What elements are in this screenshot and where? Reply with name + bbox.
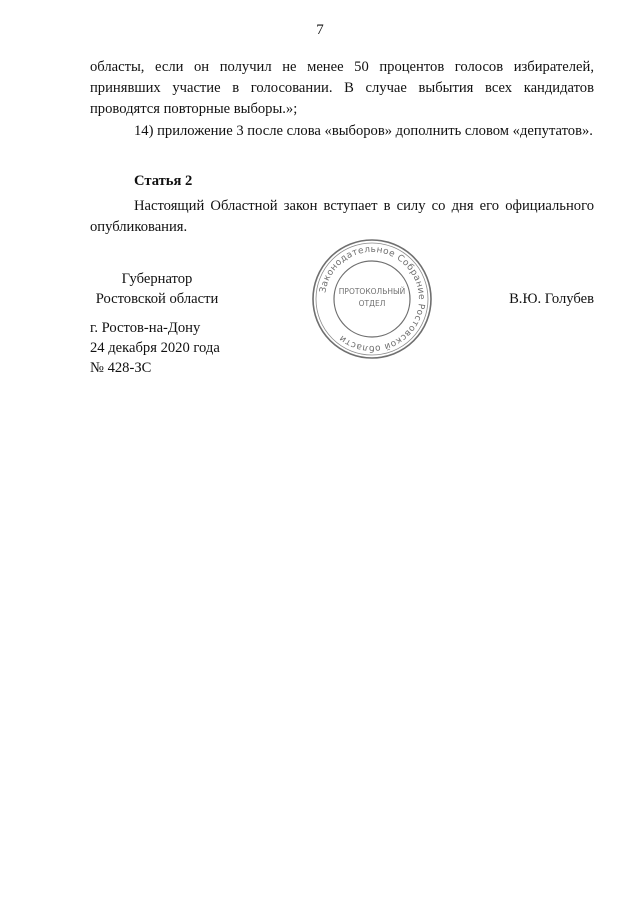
governor-title-line-2: Ростовской области xyxy=(95,291,219,307)
stamp-outer-text: Законодательное Собрание Ростовской области xyxy=(318,244,427,354)
place-date-block xyxy=(90,318,220,378)
article-heading: Статья 2 xyxy=(134,173,193,189)
law-number-line: № 428-ЗС xyxy=(90,360,152,376)
paragraph-continuation: областы, если он получил не менее 50 процентов голосов избирателей, принявших участие в голосовании. В случае выбытия всех кандидатов проводятся повторные выборы.»; xyxy=(90,59,594,117)
page-number: 7 xyxy=(316,22,324,38)
paragraph-item-14: 14) приложение 3 после слова «выборов» дополнить словом «депутатов». xyxy=(134,123,593,139)
stamp-inner-line-2: ОТДЕЛ xyxy=(358,299,386,308)
official-stamp xyxy=(310,237,434,361)
governor-title-line-1: Губернатор xyxy=(121,271,193,287)
city-line: г. Ростов-на-Дону xyxy=(90,320,201,336)
governor-name: В.Ю. Голубев xyxy=(509,291,594,307)
governor-title xyxy=(92,269,222,309)
date-line: 24 декабря 2020 года xyxy=(90,340,220,356)
paragraph-article-2: Настоящий Областной закон вступает в силу со дня его официального опубликования. xyxy=(90,198,594,235)
stamp-inner-line-1: ПРОТОКОЛЬНЫЙ xyxy=(338,287,406,296)
